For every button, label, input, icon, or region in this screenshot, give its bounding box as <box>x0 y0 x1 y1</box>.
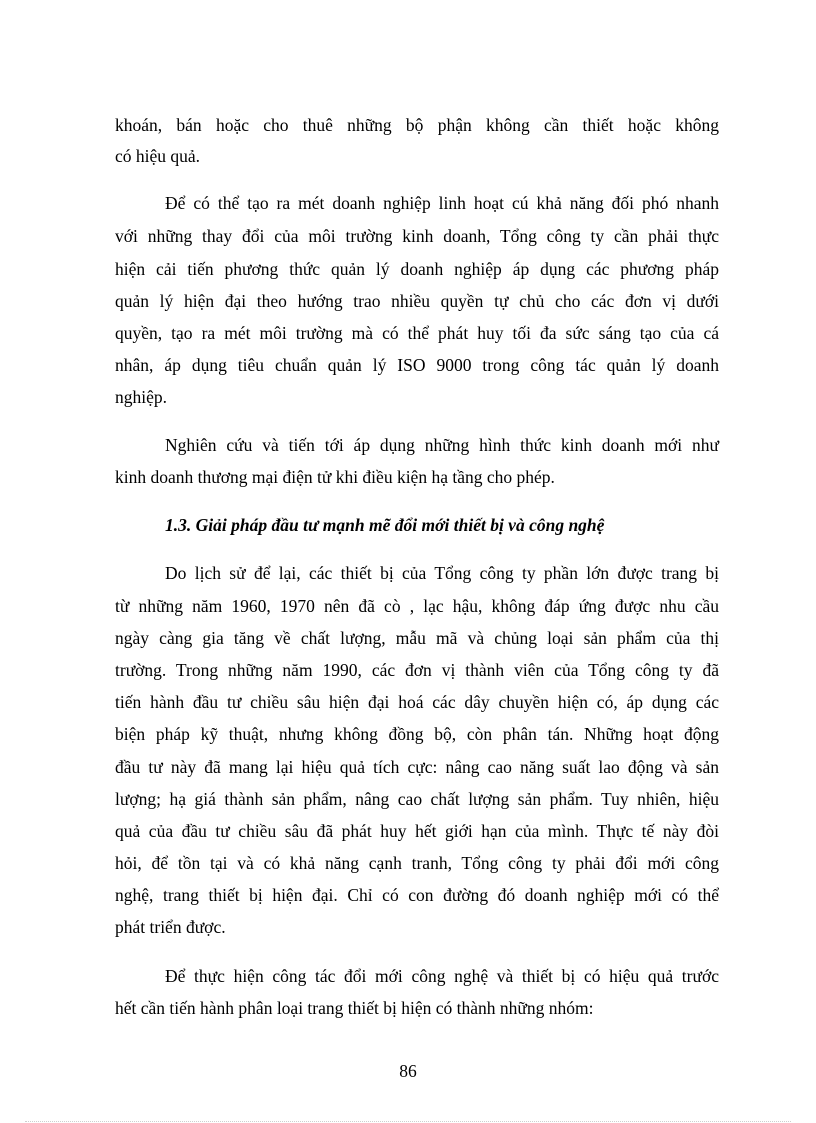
paragraph-line: kinh doanh thương mại điện tử khi điều kiện hạ tầng cho phép. <box>115 467 555 487</box>
paragraph-line: quản lý hiện đại theo hướng trao nhiều quyền tự chủ cho các đơn vị dưới <box>115 291 719 311</box>
paragraph-line: Nghiên cứu và tiến tới áp dụng những hình thức kinh doanh mới như <box>165 435 719 455</box>
paragraph-line: hiện cải tiến phương thức quản lý doanh nghiệp áp dụng các phương pháp <box>115 259 719 279</box>
paragraph-line: Để thực hiện công tác đổi mới công nghệ và thiết bị có hiệu quả trước <box>165 966 719 986</box>
paragraph-line: Để có thể tạo ra mét doanh nghiệp linh hoạt cú khả năng đối phó nhanh <box>165 193 719 213</box>
section-heading: 1.3. Giải pháp đầu tư mạnh mẽ đổi mới thiết bị và công nghệ <box>165 515 605 535</box>
paragraph-line: nghệ, trang thiết bị hiện đại. Chỉ có con đường đó doanh nghiệp mới có thể <box>115 885 719 905</box>
paragraph-line: nhân, áp dụng tiêu chuẩn quản lý ISO 9000 trong công tác quản lý doanh <box>115 355 719 375</box>
paragraph-line: lượng; hạ giá thành sản phẩm, nâng cao chất lượng sản phẩm. Tuy nhiên, hiệu <box>115 789 719 809</box>
paragraph-line: có hiệu quả. <box>115 146 201 166</box>
page-bottom-border <box>25 1121 791 1122</box>
paragraph-line: ngày càng gia tăng về chất lượng, mẫu mã và chủng loại sản phẩm của thị <box>115 628 719 648</box>
paragraph-line: quả của đầu tư chiều sâu đã phát huy hết giới hạn của mình. Thực tế này đòi <box>115 821 719 841</box>
paragraph-line: đầu tư này đã mang lại hiệu quả tích cực: nâng cao năng suất lao động và sản <box>115 757 719 777</box>
paragraph-line: tiến hành đầu tư chiều sâu hiện đại hoá các dây chuyền hiện có, áp dụng các <box>115 692 719 712</box>
paragraph-line: Do lịch sử để lại, các thiết bị của Tổng công ty phần lớn được trang bị <box>165 563 719 583</box>
paragraph-line: với những thay đổi của môi trường kinh doanh, Tổng công ty cần phải thực <box>115 226 719 246</box>
paragraph-line: hỏi, để tồn tại và có khả năng cạnh tranh, Tổng công ty phải đổi mới công <box>115 853 719 873</box>
paragraph-line: nghiệp. <box>115 387 168 407</box>
paragraph-line: quyền, tạo ra mét môi trường mà có thể phát huy tối đa sức sáng tạo của cá <box>115 323 719 343</box>
paragraph-line: biện pháp kỹ thuật, nhưng không đồng bộ, còn phân tán. Những hoạt động <box>115 724 719 744</box>
paragraph-line: trường. Trong những năm 1990, các đơn vị thành viên của Tổng công ty đã <box>115 660 719 680</box>
page-number: 86 <box>399 1061 417 1081</box>
paragraph-line: từ những năm 1960, 1970 nên đã cò , lạc hậu, không đáp ứng được nhu cầu <box>115 596 719 616</box>
paragraph-line: phát triển được. <box>115 917 226 937</box>
paragraph-line: khoán, bán hoặc cho thuê những bộ phận không cần thiết hoặc không <box>115 115 719 135</box>
paragraph-line: hết cần tiến hành phân loại trang thiết bị hiện có thành những nhóm: <box>115 998 594 1018</box>
